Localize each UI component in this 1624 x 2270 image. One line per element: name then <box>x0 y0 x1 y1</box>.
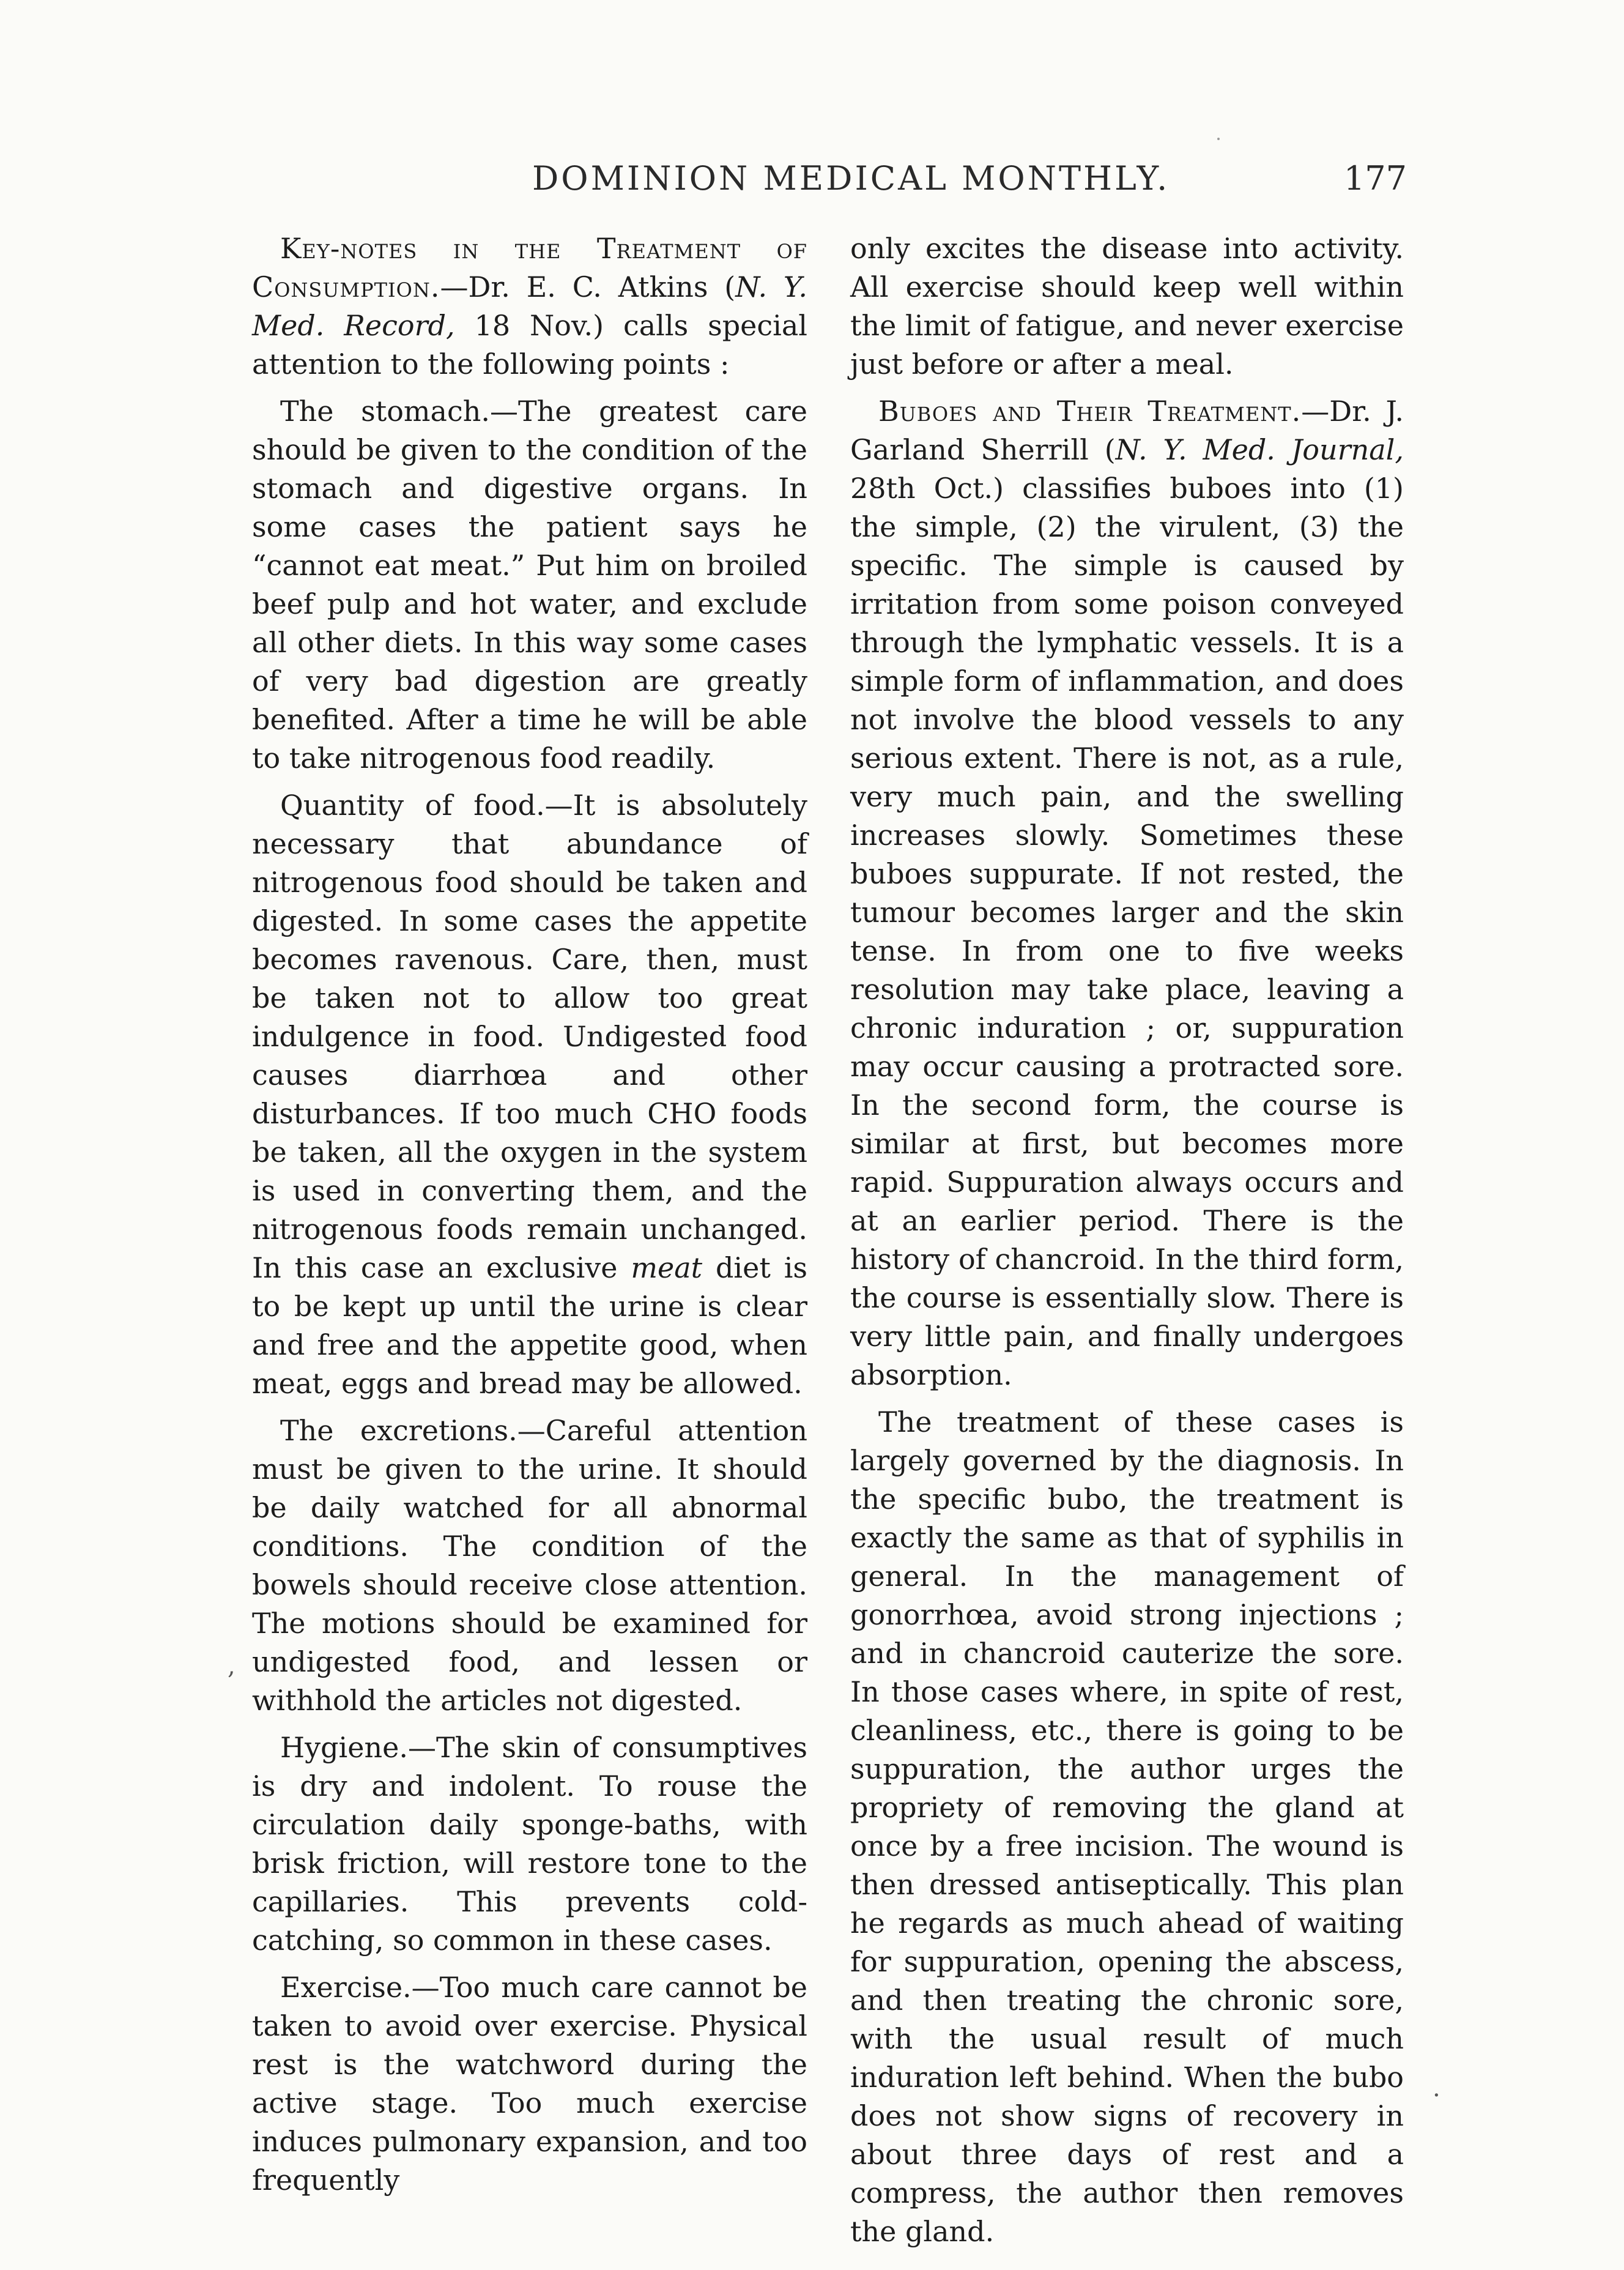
running-header <box>245 159 1407 208</box>
right-column <box>850 229 1404 2260</box>
article-heading: Buboes and Their Treatment. <box>878 395 1302 428</box>
author-citation: Dr. J. Garland Sherrill ( <box>850 395 1404 466</box>
heading-dash: — <box>1301 395 1330 428</box>
paragraph-treatment: The treatment of these cases is largely governed by the diagnosis. In the specific bubo, the treatment is exactly the same as that of syphilis in general. In the management of gonorrhœa, avoid strong injections ; and in chancroid cauterize the sore. In those cases where, in spite of rest, cleanliness, etc., there is going to be suppuration, the author urges the propriety of removing the gland at once by a free incision. The wound is then dressed antiseptically. This plan he regards as much ahead of waiting for suppuration, opening the abscess, and then treating the chronic sore, with the usual result of much induration left behind. When the bubo does not show signs of recovery in about three days of rest and a compress, the author then removes the gland. <box>850 1405 1404 2248</box>
paragraph-exercise-continued: only excites the disease into activity. All exercise should keep well within the limit of fatigue, and never exercise just before or after a meal. <box>850 232 1404 381</box>
page-number: 177 <box>1343 159 1407 198</box>
journal-citation: N. Y. Med. Record, <box>252 270 807 342</box>
journal-citation: N. Y. Med. Journal, <box>1115 433 1404 466</box>
heading-dash: — <box>440 270 469 303</box>
margin-mark-right: . <box>1433 2074 1440 2102</box>
margin-mark-left: , <box>228 1652 235 1680</box>
print-speck <box>1217 138 1220 140</box>
paragraph-quantity-of-food <box>252 786 807 1403</box>
article-heading: Key-notes in the Treatment of Consumption. <box>252 232 807 303</box>
paragraph-exercise: Exercise.—Too much care cannot be taken to avoid over exercise. Physical rest is the watchword during the active stage. Too much exercise induces pulmonary expansion, and too frequently <box>252 1971 807 2197</box>
paragraph-text: Quantity of food.—It is absolutely necessary that abundance of nitrogenous food should be taken and digested. In some cases the appetite becomes ravenous. Care, then, must be taken not to allow too great indulgence in food. Undigested food causes diarrhœa and other disturbances. If too much CHO foods be taken, all the oxygen in the system is used in converting them, and the nitrogenous foods remain unchanged. In this case an exclusive <box>252 789 807 1284</box>
emphasis-meat: meat <box>631 1251 703 1284</box>
paragraph-excretions: The excretions.—Careful attention must be given to the urine. It should be daily watched for all abnormal conditions. The condition of the bowels should receive close attention. The motions should be examined for undigested food, and lessen or withhold the articles not digested. <box>252 1414 807 1717</box>
journal-title: DOMINION MEDICAL MONTHLY. <box>532 159 1170 198</box>
author-citation: Dr. E. C. Atkins ( <box>468 270 736 303</box>
paragraph-hygiene: Hygiene.—The skin of consumptives is dry and indolent. To rouse the circulation daily sponge-baths, with brisk friction, will restore tone to the capillaries. This prevents cold-catching, so common in these cases. <box>252 1731 807 1957</box>
intro-text: 18 Nov.) calls special attention to the following points : <box>252 309 808 381</box>
article-buboes <box>850 392 1404 1394</box>
left-column <box>252 229 807 2208</box>
article-text: 28th Oct.) classifies buboes into (1) the simple, (2) the virulent, (3) the specific. The simple is caused by irritation from some poison conveyed through the lymphatic vessels. It is a simple form of inflammation, and does not involve the blood vessels to any serious extent. There is not, as a rule, very much pain, and the swelling increases slowly. Sometimes these buboes suppurate. If not rested, the tumour becomes larger and the skin tense. In from one to five weeks resolution may take place, leaving a chronic induration ; or, suppuration may occur causing a protracted sore. In the second form, the course is similar at first, but becomes more rapid. Suppuration always occurs and at an earlier period. There is the history of chancroid. In the third form, the course is essentially slow. There is very little pain, and finally undergoes absorption. <box>850 472 1404 1391</box>
article-intro-consumption <box>252 229 807 384</box>
paragraph-text-end: diet is to be kept up until the urine is clear and free and the appetite good, when meat, eggs and bread may be allowed. <box>252 1251 808 1400</box>
paragraph-stomach: The stomach.—The greatest care should be given to the condition of the stomach and digestive organs. In some cases the patient says he “cannot eat meat.” Put him on broiled beef pulp and hot water, and exclude all other diets. In this way some cases of very bad digestion are greatly benefited. After a time he will be able to take nitrogenous food readily. <box>252 395 807 775</box>
